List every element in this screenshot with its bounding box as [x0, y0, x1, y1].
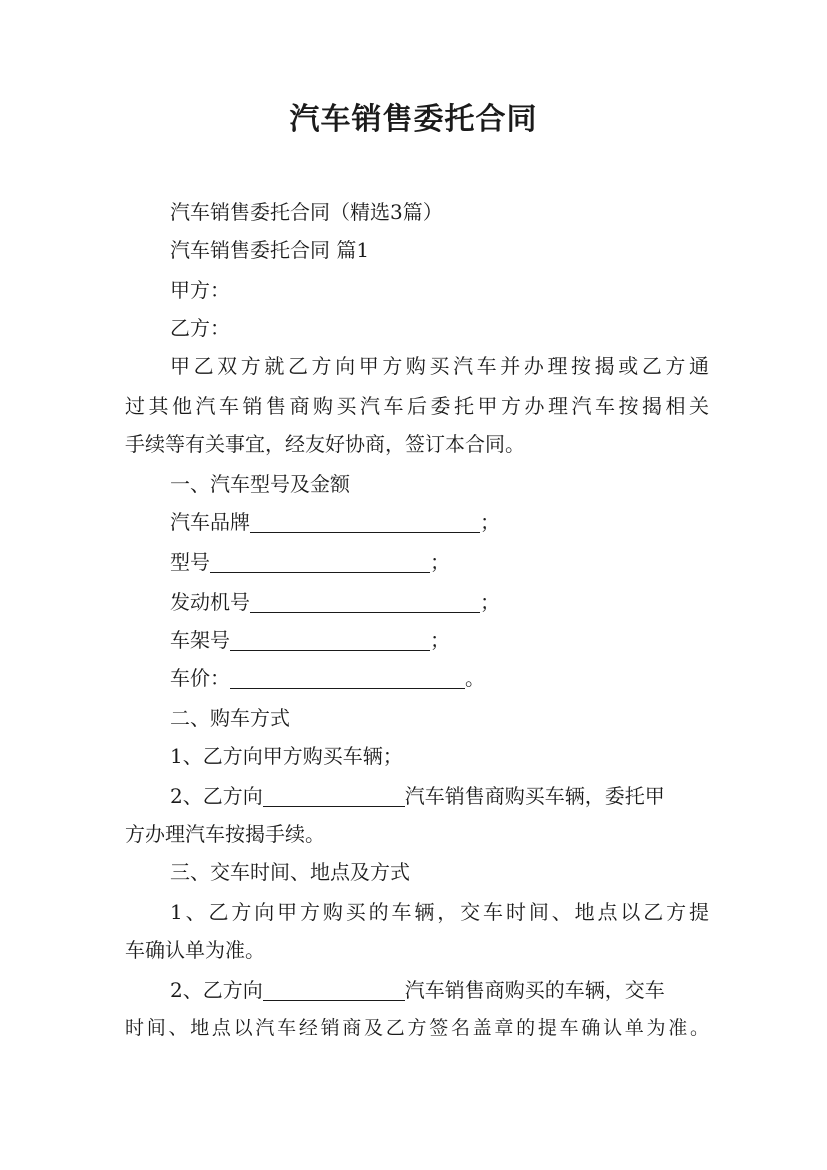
model-label: 型号: [170, 550, 210, 574]
frame-field: [170, 624, 450, 656]
price-field: [170, 662, 485, 694]
frame-end: ；: [430, 628, 450, 652]
price-blank: [230, 666, 465, 689]
intro-line-3: 手续等有关事宜，经友好协商，签订本合同。: [125, 432, 525, 456]
section-3-item-2-post: 汽车销售商购买的车辆，交车: [404, 978, 665, 1002]
engine-blank: [250, 590, 480, 613]
frame-blank: [230, 628, 430, 651]
model-blank: [210, 550, 430, 573]
section-2-item-2-cont: 方办理汽车按揭手续。: [125, 822, 325, 846]
section-3-item-2: [170, 974, 665, 1006]
model-field: [170, 546, 450, 578]
section-2-heading: 二、购车方式: [170, 706, 290, 730]
dealer-blank-2: [263, 978, 405, 1001]
section-3-item-1-line-1: 1、乙方向甲方购买的车辆，交车时间、地点以乙方提: [170, 900, 709, 924]
part-heading: 汽车销售委托合同 篇1: [170, 238, 370, 262]
intro-line-1: 甲乙双方就乙方向甲方购买汽车并办理按揭或乙方通: [170, 354, 709, 378]
brand-label: 汽车品牌: [170, 510, 250, 534]
brand-end: ；: [480, 510, 500, 534]
dealer-blank-1: [263, 784, 405, 807]
section-3-item-1-line-2: 车确认单为准。: [125, 938, 265, 962]
document-title: 汽车销售委托合同: [289, 102, 538, 137]
model-end: ；: [430, 550, 450, 574]
frame-label: 车架号: [170, 628, 230, 652]
section-2-item-2-post: 汽车销售商购买车辆，委托甲: [404, 784, 665, 808]
section-2-item-1: 1、乙方向甲方购买车辆；: [170, 744, 403, 768]
engine-end: ；: [480, 590, 500, 614]
party-b-label: 乙方：: [170, 316, 230, 340]
engine-label: 发动机号: [170, 590, 250, 614]
section-1-heading: 一、汽车型号及金额: [170, 472, 350, 496]
section-2-item-2: [170, 780, 665, 812]
price-end: 。: [465, 666, 485, 690]
brand-blank: [250, 510, 480, 533]
price-label: 车价：: [170, 666, 230, 690]
party-a-label: 甲方：: [170, 278, 230, 302]
section-3-heading: 三、交车时间、地点及方式: [170, 860, 410, 884]
engine-field: [170, 586, 500, 618]
section-3-item-2-cont: 时间、地点以汽车经销商及乙方签名盖章的提车确认单为准。: [125, 1017, 709, 1039]
intro-line-2: 过其他汽车销售商购买汽车后委托甲方办理汽车按揭相关: [125, 394, 709, 418]
brand-field: [170, 506, 500, 538]
document-subtitle: 汽车销售委托合同（精选3篇）: [170, 200, 443, 224]
section-2-item-2-pre: 2、乙方向: [170, 784, 263, 808]
section-3-item-2-pre: 2、乙方向: [170, 978, 263, 1002]
